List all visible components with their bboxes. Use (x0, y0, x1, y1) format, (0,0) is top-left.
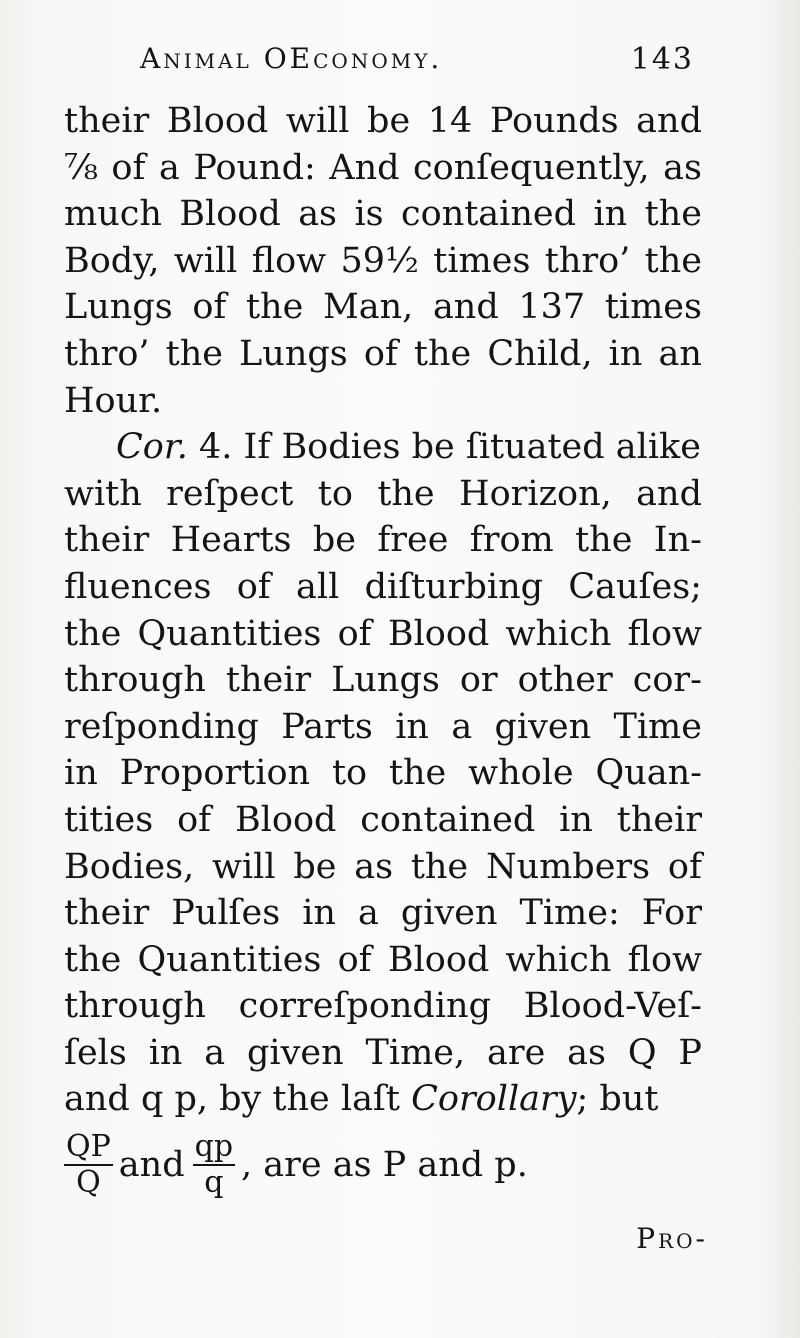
word: of (236, 566, 271, 607)
word: reſpect (166, 473, 294, 514)
word: reſponding (64, 706, 259, 747)
word: will (285, 101, 350, 141)
word: of (337, 613, 372, 654)
text-segment: and q p, by the laſt (64, 1079, 400, 1120)
word: as (354, 846, 394, 887)
word: the (410, 846, 469, 887)
text-line (64, 890, 702, 937)
word: times (433, 240, 531, 281)
text-line (64, 331, 702, 378)
word: all (296, 566, 340, 607)
text-line (64, 797, 702, 844)
word: Man, (322, 287, 414, 328)
word: the (644, 194, 702, 235)
word: of (177, 799, 212, 840)
word: Pounds (489, 101, 619, 141)
word: 137 (518, 287, 586, 328)
word: will (173, 240, 238, 281)
text-line (64, 517, 702, 564)
running-title: Animal OEconomy. (140, 42, 443, 75)
word: their (64, 520, 150, 561)
word: fluences (64, 566, 212, 607)
word: 59½ (340, 240, 419, 281)
fraction-numerator: QP (66, 1129, 111, 1165)
word: thro’ (64, 333, 150, 374)
word: a (451, 706, 473, 747)
text-line (64, 191, 702, 238)
word: Child, (487, 333, 593, 374)
word: correſponding (238, 986, 491, 1027)
corollary-line (64, 424, 702, 471)
text-line: Hour. (64, 380, 163, 421)
fraction-denominator: q (204, 1165, 224, 1201)
word: ⁷⁄₈ (64, 147, 98, 188)
word: tities (64, 799, 154, 840)
word: For (641, 893, 702, 934)
word: as (298, 194, 338, 235)
word: which (505, 613, 612, 654)
word: 14 (427, 101, 473, 141)
word: thro’ (544, 240, 631, 281)
fraction-qp-over-q (64, 1129, 113, 1201)
word: to (317, 473, 353, 514)
text-line (64, 98, 702, 145)
word: the (377, 473, 435, 514)
word: will (211, 846, 276, 887)
text-line (64, 1030, 702, 1077)
word: Body, (64, 240, 160, 281)
word: in (395, 706, 429, 747)
corollary-reference: Corollary (411, 1079, 577, 1120)
word: be (293, 846, 337, 887)
word: the (245, 287, 304, 328)
word: in (608, 333, 643, 374)
text-segment: ; but (576, 1079, 659, 1120)
word: ſels (64, 1032, 127, 1073)
corollary-label: Cor. (116, 427, 188, 468)
text-line (64, 145, 702, 192)
word: flow (627, 939, 702, 980)
fraction-line (64, 1123, 702, 1207)
word: be (367, 101, 411, 141)
word: Lungs (239, 333, 348, 374)
word: and (636, 101, 702, 141)
text-line (64, 284, 702, 331)
word: in (593, 194, 628, 235)
word: through (64, 660, 206, 701)
word: in (64, 753, 98, 794)
running-head (140, 42, 700, 90)
text-line (64, 238, 702, 285)
word: Lungs (64, 287, 173, 328)
word: in (148, 1032, 183, 1073)
word: whole (468, 753, 574, 794)
word: an (658, 333, 702, 374)
word: or (459, 660, 498, 701)
word: flow (251, 240, 327, 281)
word: the (413, 333, 472, 374)
word: much (64, 194, 162, 235)
text-line (64, 983, 702, 1030)
word: Blood (387, 613, 490, 654)
word: Time: (519, 893, 620, 934)
word: contained (360, 799, 536, 840)
word: the (644, 240, 702, 281)
word: Quantities (137, 613, 322, 654)
word: free (377, 520, 449, 561)
text-line (64, 704, 702, 751)
word: cor- (632, 660, 702, 701)
fraction-conjunction: and (118, 1145, 185, 1186)
word: is (354, 194, 384, 235)
word: conſequently, (413, 147, 650, 188)
word: the (64, 939, 122, 980)
word: from (469, 520, 554, 561)
word: Quan- (595, 753, 702, 794)
word: given (247, 1032, 344, 1073)
word: Q (627, 1032, 657, 1073)
text-line (64, 611, 702, 658)
word: Hearts (170, 520, 292, 561)
word: of (111, 147, 146, 188)
word: Bodies, (64, 846, 195, 887)
word: And (329, 147, 400, 188)
word: given (494, 706, 592, 747)
fraction-lower-qp-over-q (193, 1129, 235, 1201)
word: Blood-Veſ- (523, 986, 702, 1027)
word: P (678, 1032, 702, 1073)
word: contained (401, 194, 577, 235)
word: Horizon, (459, 473, 612, 514)
word: in (302, 893, 336, 934)
word: Time (613, 706, 702, 747)
word: Blood (387, 939, 490, 980)
word: Blood (179, 194, 281, 235)
word: of (192, 287, 227, 328)
word: Parts (281, 706, 373, 747)
word: Cauſes; (568, 566, 702, 607)
word: a (357, 893, 379, 934)
word: and (432, 287, 499, 328)
body-text (64, 98, 702, 1207)
fraction-numerator: qp (194, 1129, 234, 1165)
word: of (337, 939, 372, 980)
text-line (64, 564, 702, 611)
word: flow (627, 613, 702, 654)
word: Pound: (193, 147, 316, 188)
word: in (559, 799, 593, 840)
word: Numbers (485, 846, 651, 887)
word: which (505, 939, 612, 980)
word: and (636, 473, 702, 514)
word: times (604, 287, 702, 328)
word: as (567, 1032, 606, 1073)
word: Quantities (137, 939, 322, 980)
word: their (64, 101, 150, 141)
word: Blood (166, 101, 269, 141)
fraction-denominator: Q (76, 1165, 101, 1201)
word: to (331, 753, 368, 794)
text-line (64, 750, 702, 797)
word: are (486, 1032, 546, 1073)
word: the (64, 613, 122, 654)
fraction-tail: , are as P and p. (241, 1145, 528, 1186)
word: with (64, 473, 142, 514)
word: Blood (234, 799, 337, 840)
word: Lungs (331, 660, 440, 701)
word: Pulſes (171, 893, 281, 934)
word: their (616, 799, 702, 840)
word: be (312, 520, 356, 561)
text-line (64, 937, 702, 984)
word: Time, (365, 1032, 466, 1073)
word: the (575, 520, 633, 561)
word: their (225, 660, 312, 701)
word: diſturbing (364, 566, 544, 607)
word: their (64, 893, 150, 934)
word: as (663, 147, 702, 188)
word: the (165, 333, 223, 374)
text-line-with-italic (64, 1076, 702, 1123)
text-line (64, 844, 702, 891)
word: through (64, 986, 206, 1027)
word: a (158, 147, 180, 188)
page-number: 143 (630, 42, 694, 77)
word: the (388, 753, 447, 794)
word: a (204, 1032, 226, 1073)
word: other (517, 660, 613, 701)
word: Proportion (119, 753, 311, 794)
word: of (667, 846, 702, 887)
catchword: Pro- (636, 1222, 708, 1255)
corollary-text: 4. If Bodies be ſituated alike (199, 427, 701, 468)
word: In- (653, 520, 702, 561)
word: of (363, 333, 398, 374)
text-line (64, 657, 702, 704)
text-line (64, 471, 702, 518)
word: given (400, 893, 498, 934)
